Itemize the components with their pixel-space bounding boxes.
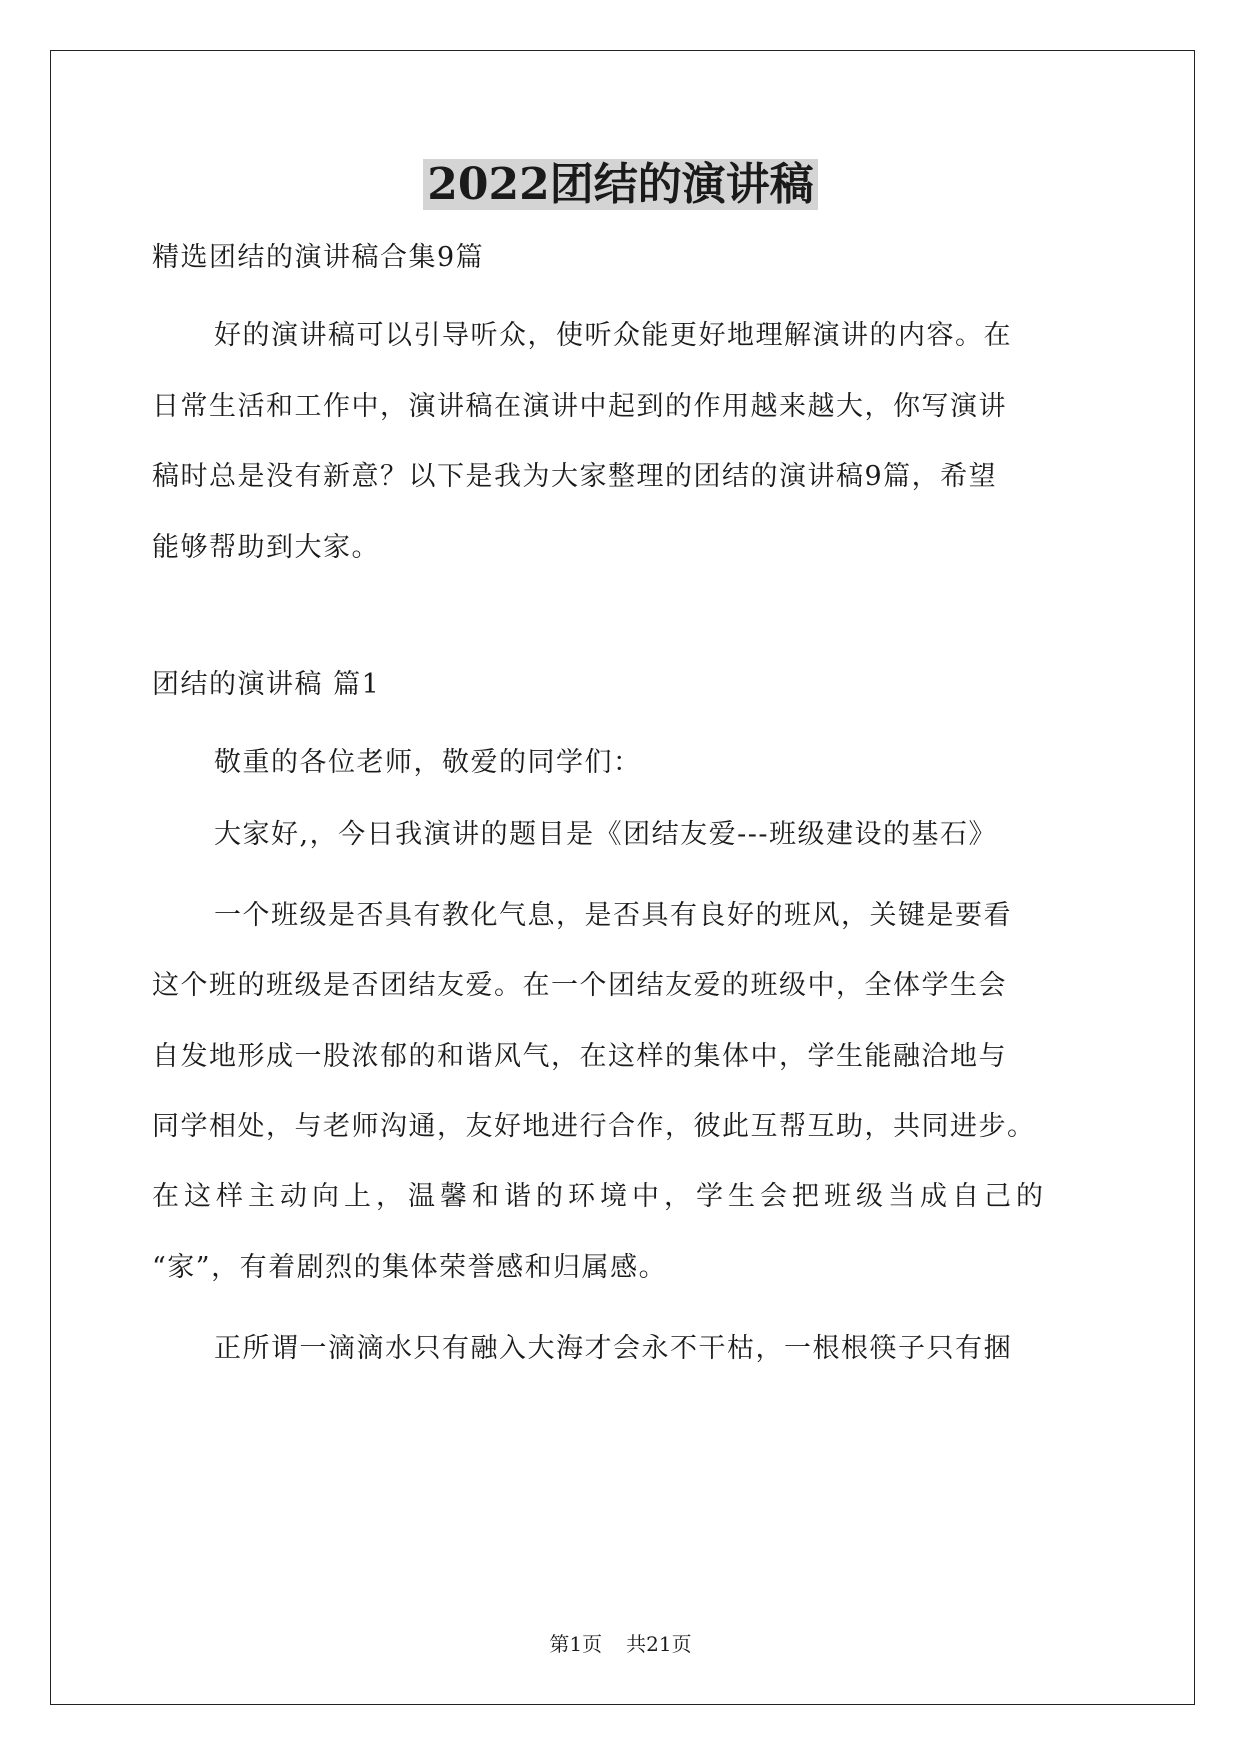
intro-line-2: 日常生活和工作中，演讲稿在演讲中起到的作用越来越大，你写演讲 xyxy=(152,391,1007,422)
document-title-text: 2022团结的演讲稿 xyxy=(423,159,817,210)
document-subtitle: 精选团结的演讲稿合集9篇 xyxy=(152,242,485,273)
page-border xyxy=(50,50,1195,1705)
page-footer xyxy=(0,1630,1241,1658)
opening-line: 大家好,，今日我演讲的题目是《团结友爱---班级建设的基石》 xyxy=(214,819,997,850)
body-line-6: “家”，有着剧烈的集体荣誉感和归属感。 xyxy=(152,1252,668,1283)
page-number: 第1页 xyxy=(549,1632,603,1656)
body-line-5: 在这样主动向上，温馨和谐的环境中，学生会把班级当成自己的 xyxy=(152,1181,1048,1212)
document-title xyxy=(0,154,1241,216)
body-line-7: 正所谓一滴滴水只有融入大海才会永不干枯，一根根筷子只有捆 xyxy=(214,1333,1012,1364)
body-line-2: 这个班的班级是否团结友爱。在一个团结友爱的班级中，全体学生会 xyxy=(152,970,1007,1001)
intro-line-3: 稿时总是没有新意？以下是我为大家整理的团结的演讲稿9篇，希望 xyxy=(152,461,998,492)
body-line-4: 同学相处，与老师沟通，友好地进行合作，彼此互帮互助，共同进步。 xyxy=(152,1111,1036,1142)
page-total: 共21页 xyxy=(626,1632,692,1656)
body-line-3: 自发地形成一股浓郁的和谐风气，在这样的集体中，学生能融洽地与 xyxy=(152,1041,1007,1072)
section-heading: 团结的演讲稿 篇1 xyxy=(152,669,381,700)
intro-line-1: 好的演讲稿可以引导听众，使听众能更好地理解演讲的内容。在 xyxy=(214,320,1012,351)
intro-line-4: 能够帮助到大家。 xyxy=(152,532,380,563)
body-line-1: 一个班级是否具有教化气息，是否具有良好的班风，关键是要看 xyxy=(214,900,1012,931)
greeting: 敬重的各位老师，敬爱的同学们： xyxy=(214,747,642,778)
